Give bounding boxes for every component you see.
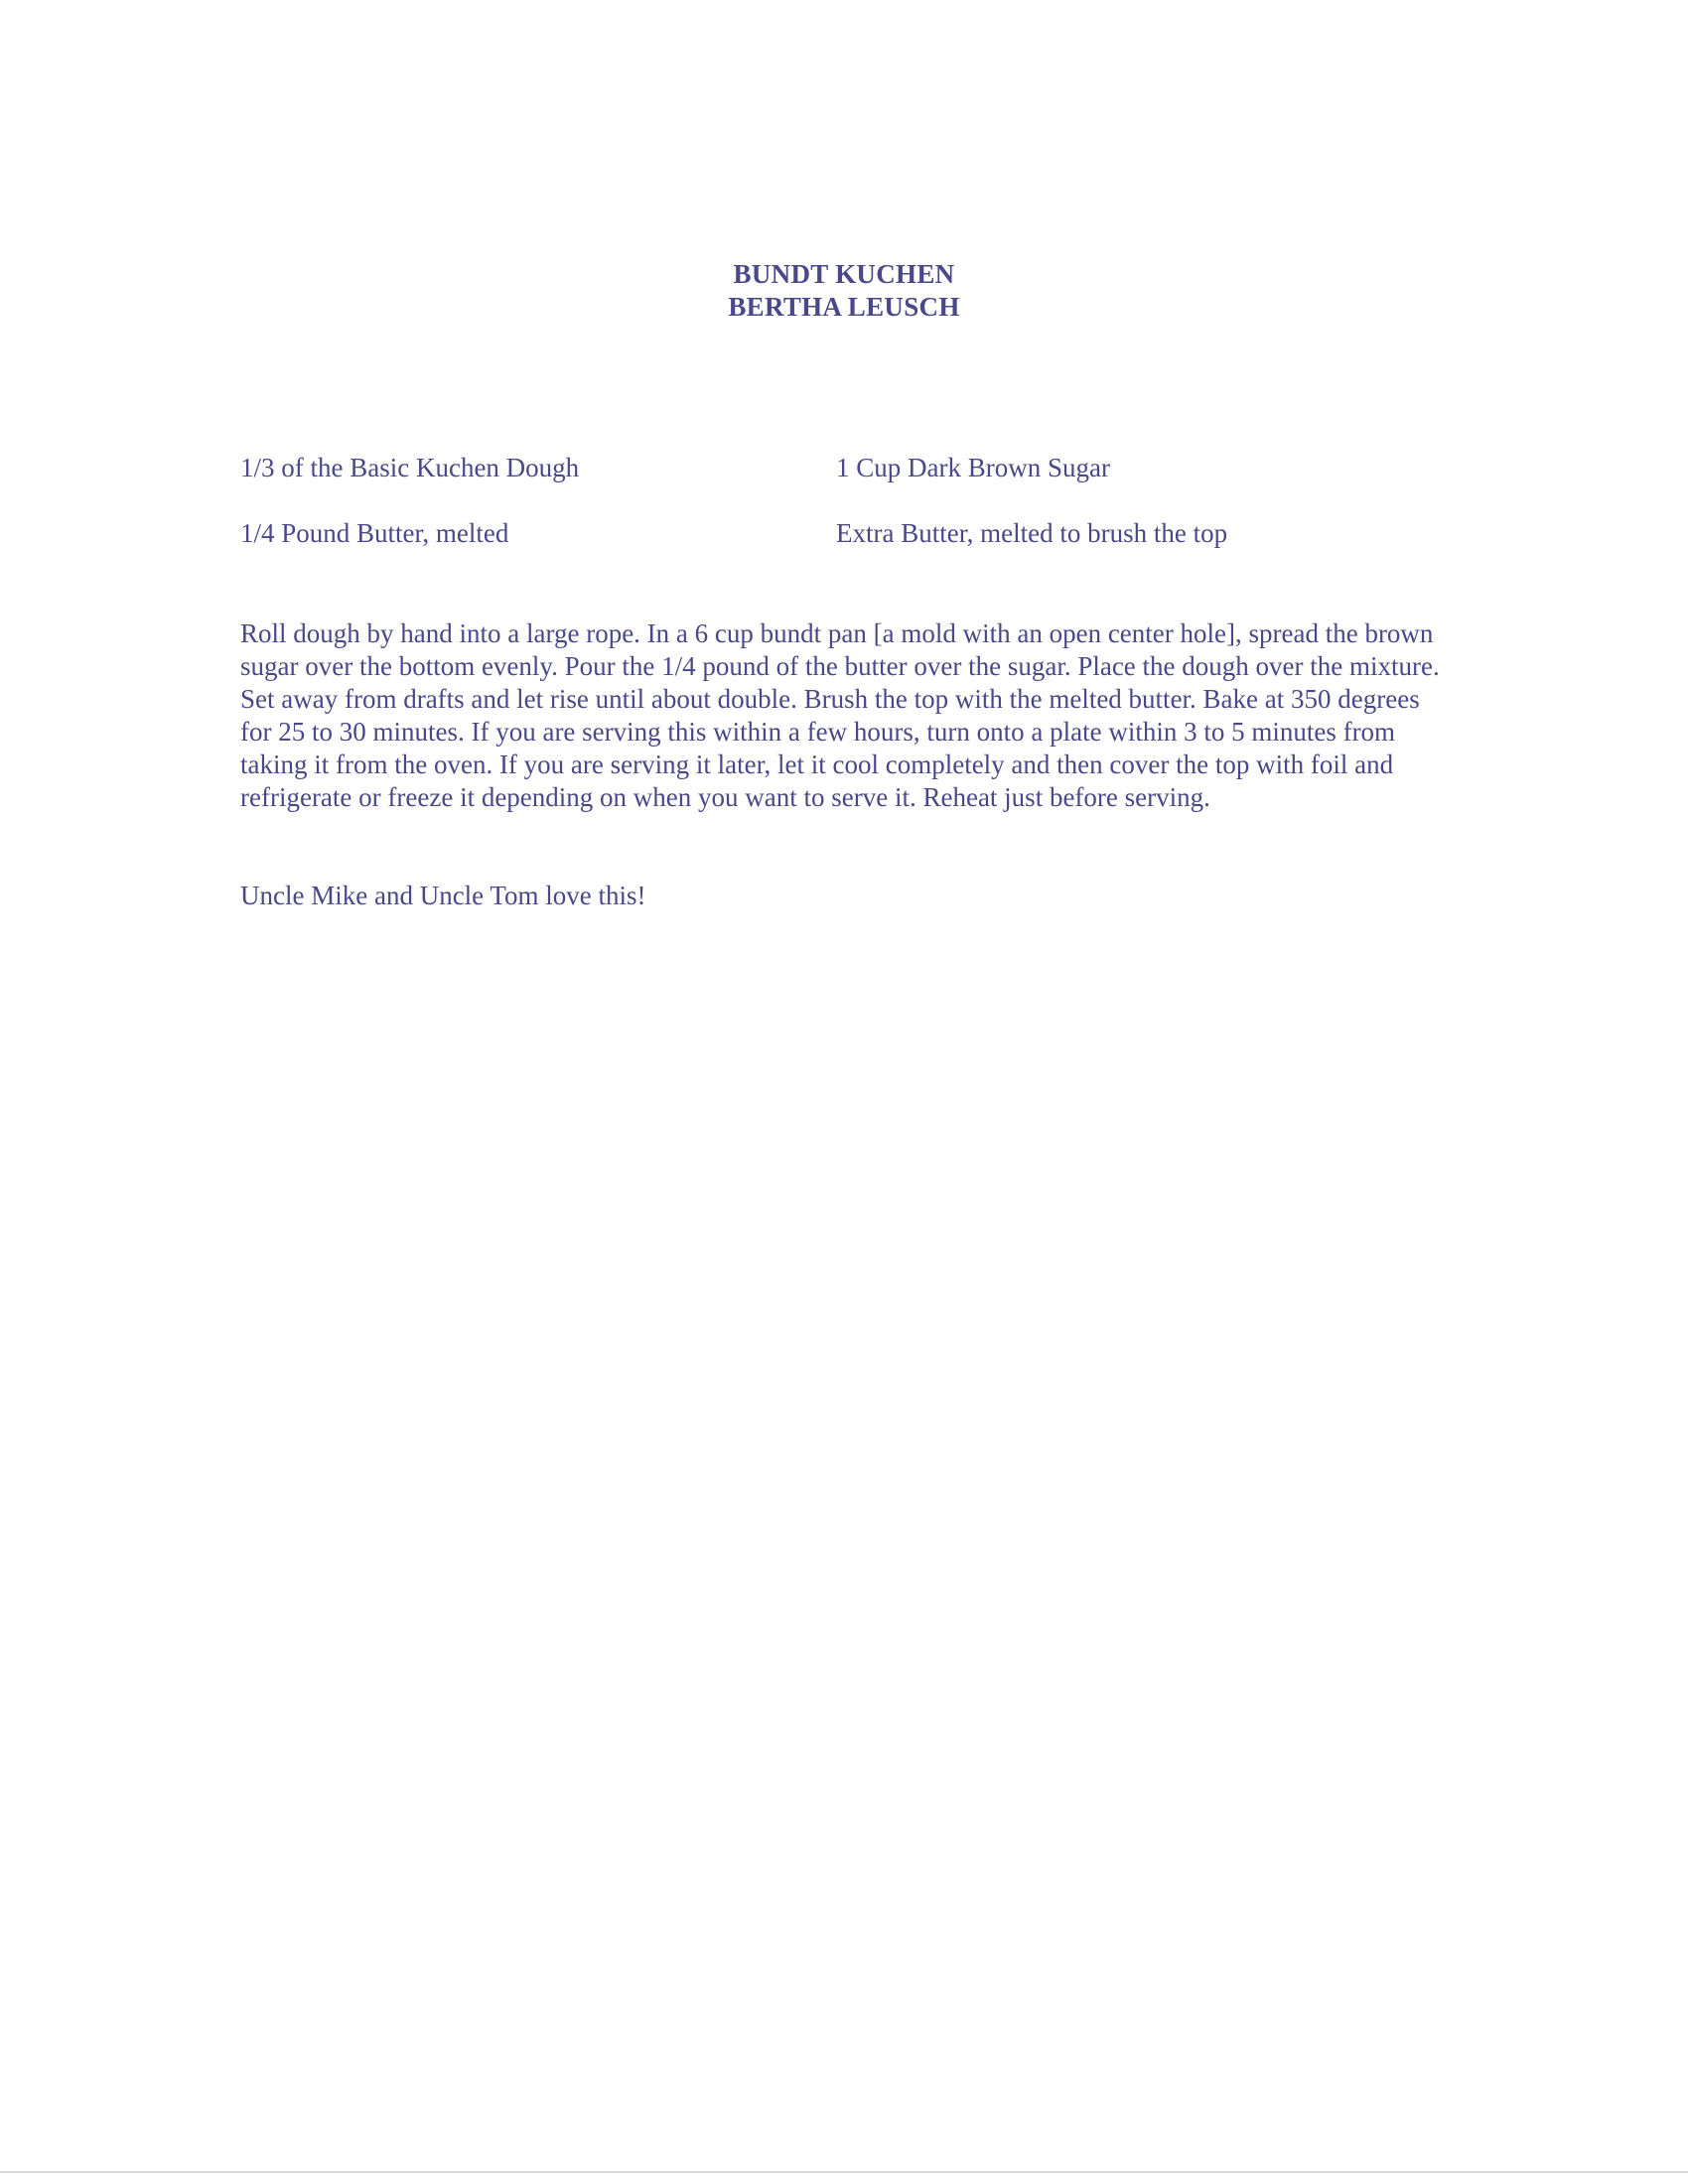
recipe-instructions: Roll dough by hand into a large rope. In a 6 cup bundt pan [a mold with an open center hole], spread the brown sugar over the bottom evenly. Pour the 1/4 pound of the butter over the sugar. Place the dough over the mixture. Set away from drafts and let rise until about double. Brush the top with the melted butter. Bake at 350 degrees for 25 to 30 minutes. If you are serving this within a few hours, turn onto a plate within 3 to 5 minutes from taking it from the oven. If you are serving it later, let it cool completely and then cover the top with foil and refrigerate or freeze it depending on when you want to serve it. Reheat just before serving. — [240, 618, 1440, 812]
recipe-title-block — [0, 258, 1688, 324]
recipe-author: BERTHA LEUSCH — [728, 292, 960, 322]
ingredient-row — [240, 453, 1432, 518]
ingredient-item: 1/4 Pound Butter, melted — [240, 518, 509, 548]
ingredient-item: 1 Cup Dark Brown Sugar — [836, 453, 1110, 482]
recipe-note: Uncle Mike and Uncle Tom love this! — [240, 881, 646, 910]
page-edge-divider — [0, 2171, 1688, 2173]
recipe-title: BUNDT KUCHEN — [733, 259, 955, 289]
ingredient-row — [240, 518, 1432, 584]
ingredients-list — [240, 453, 1432, 584]
ingredient-item: 1/3 of the Basic Kuchen Dough — [240, 453, 580, 482]
ingredient-item: Extra Butter, melted to brush the top — [836, 518, 1228, 548]
